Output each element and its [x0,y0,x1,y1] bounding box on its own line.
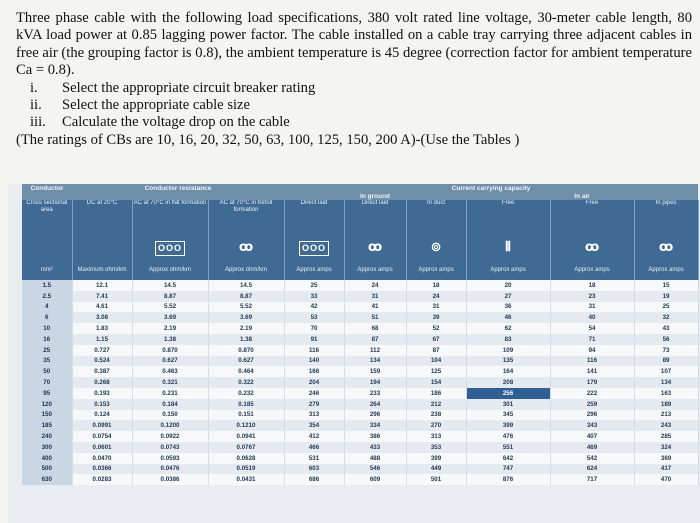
table-cell: 12.1 [72,280,132,291]
table-row [22,431,698,442]
table-cell: 243 [634,420,698,431]
table-cell: 4.61 [72,302,132,313]
table-cell: 0.0601 [72,442,132,453]
table-cell: 345 [466,410,550,421]
task-item [16,80,692,97]
table-cell: 0.231 [132,388,208,399]
table-cell: 1.15 [72,334,132,345]
table-cell: 259 [550,399,634,410]
unit-header: Maximum ohm/km [72,260,132,280]
table-cell: 0.0754 [72,431,132,442]
table-cell: 18 [406,280,466,291]
task-number: i. [30,79,38,96]
location-header-row [22,192,698,200]
table-cell: 296 [344,410,406,421]
table-cell: 107 [634,366,698,377]
table-cell: 35 [22,356,72,367]
table-cell: 8.87 [208,291,284,302]
table-cell: 25 [634,302,698,313]
table-cell: 0.0743 [132,442,208,453]
table-cell: 19 [634,291,698,302]
table-cell: 204 [284,377,344,388]
group-header-row [22,184,698,192]
table-row [22,442,698,453]
table-cell: 36 [466,302,550,313]
table-cell: 264 [344,399,406,410]
table-row [22,410,698,421]
table-cell: 5.52 [208,302,284,313]
table-cell: 256 [466,388,550,399]
table-cell: 0.0922 [132,431,208,442]
table-cell: 0.0476 [132,464,208,475]
table-row [22,474,698,485]
table-cell: 70 [22,377,72,388]
table-cell: 0.0366 [72,464,132,475]
current-group-header: Current carrying capacity [284,184,698,192]
table-cell: 185 [22,420,72,431]
table-cell: 717 [550,474,634,485]
table-cell: 116 [550,356,634,367]
table-cell: 238 [406,410,466,421]
table-cell: 233 [344,388,406,399]
direct-laid-flat-icon: OOO [299,241,329,256]
table-cell: 1.83 [72,323,132,334]
flat-formation-icon: OOO [155,241,185,256]
table-cell: 109 [466,345,550,356]
table-row [22,312,698,323]
table-cell: 466 [284,442,344,453]
table-cell: 50 [22,366,72,377]
icon-cell [344,234,406,260]
table-cell: 87 [344,334,406,345]
column-header: Free [550,200,634,234]
task-number: iii. [30,114,46,131]
table-cell: 1.5 [22,280,72,291]
table-cell: 0.870 [208,345,284,356]
table-cell: 212 [406,399,466,410]
column-header: AC at 70°C in trefoil formation [208,200,284,234]
table-cell: 470 [634,474,698,485]
table-cell: 163 [634,388,698,399]
table-cell: 0.185 [208,399,284,410]
table-cell: 0.387 [72,366,132,377]
table-cell: 208 [466,377,550,388]
column-header: In duct [406,200,466,234]
table-cell: 0.0283 [72,474,132,485]
table-cell: 0.0941 [208,431,284,442]
table-cell: 0.1200 [132,420,208,431]
in-duct-icon: ⊚ [430,239,442,254]
table-cell: 630 [22,474,72,485]
table-row [22,366,698,377]
direct-laid-trefoil-icon: ꝏ [367,239,383,254]
table-row [22,302,698,313]
table-cell: 407 [550,431,634,442]
table-cell: 40 [550,312,634,323]
table-cell: 0.0593 [132,453,208,464]
table-body [22,280,698,485]
table-cell: 270 [406,420,466,431]
table-cell: 31 [550,302,634,313]
table-cell: 876 [466,474,550,485]
table-cell: 546 [344,464,406,475]
icon-cell [284,234,344,260]
unit-header: Approx amps [634,260,698,280]
table-cell: 279 [284,399,344,410]
table-cell: 141 [550,366,634,377]
table-row [22,388,698,399]
in-ground-header: In ground [284,192,466,200]
table-cell: 1.38 [208,334,284,345]
table-cell: 0.0767 [208,442,284,453]
table-cell: 0.0470 [72,453,132,464]
unit-header: Approx amps [344,260,406,280]
table-cell: 433 [344,442,406,453]
table-row [22,345,698,356]
icon-cell [22,234,72,260]
table-row [22,464,698,475]
table-cell: 18 [550,280,634,291]
table-cell: 154 [406,377,466,388]
table-cell: 10 [22,323,72,334]
table-cell: 62 [466,323,550,334]
table-cell: 0.0386 [132,474,208,485]
table-cell: 104 [406,356,466,367]
table-cell: 0.232 [208,388,284,399]
table-cell: 301 [466,399,550,410]
table-cell: 15 [634,280,698,291]
table-cell: 369 [634,453,698,464]
table-cell: 150 [22,410,72,421]
column-header: Direct laid [284,200,344,234]
table-cell: 134 [344,356,406,367]
table-cell: 189 [634,399,698,410]
task-list [16,80,692,132]
table-cell: 89 [634,356,698,367]
table-cell: 164 [466,366,550,377]
table-cell: 3.69 [208,312,284,323]
table-cell: 194 [344,377,406,388]
table-cell: 0.0991 [72,420,132,431]
table-cell: 8.87 [132,291,208,302]
table-row [22,356,698,367]
table-cell: 20 [466,280,550,291]
table-cell: 6 [22,312,72,323]
table-cell: 747 [466,464,550,475]
table-cell: 0.1210 [208,420,284,431]
table-cell: 0.0431 [208,474,284,485]
table-cell: 400 [22,453,72,464]
problem-statement [16,10,692,149]
table-cell: 313 [406,431,466,442]
icon-cell [72,234,132,260]
table-cell: 240 [22,431,72,442]
table-cell: 39 [406,312,466,323]
table-cell: 542 [550,453,634,464]
table-cell: 0.124 [72,410,132,421]
table-row [22,377,698,388]
table-cell: 0.524 [72,356,132,367]
table-cell: 0.150 [132,410,208,421]
table-cell: 52 [406,323,466,334]
table-row [22,334,698,345]
table-row [22,453,698,464]
table-cell: 14.5 [208,280,284,291]
table-cell: 686 [284,474,344,485]
unit-header: Approx amps [406,260,466,280]
in-pipes-icon: ꝏ [658,239,674,254]
table-cell: 46 [466,312,550,323]
unit-header: mm² [22,260,72,280]
table-cell: 417 [634,464,698,475]
task-number: ii. [30,97,42,114]
table-cell: 87 [406,345,466,356]
table-cell: 285 [634,431,698,442]
table-cell: 2.19 [208,323,284,334]
table-row [22,323,698,334]
unit-header: Approx amps [284,260,344,280]
trefoil-formation-icon: ꝏ [238,239,254,254]
table-cell: 246 [284,388,344,399]
table-cell: 41 [344,302,406,313]
conductor-group-header: Conductor [22,184,72,192]
table-cell: 0.151 [208,410,284,421]
table-cell: 3.69 [132,312,208,323]
table-cell: 609 [344,474,406,485]
resistance-group-header: Conductor resistance [72,184,284,192]
table-cell: 2.19 [132,323,208,334]
icon-cell [466,234,550,260]
table-cell: 42 [284,302,344,313]
unit-header: Approx amps [466,260,550,280]
table-row [22,291,698,302]
table-cell: 222 [550,388,634,399]
table-cell: 186 [406,388,466,399]
task-item [16,114,692,131]
table-cell: 313 [284,410,344,421]
column-header: Free [466,200,550,234]
icon-cell [132,234,208,260]
table-cell: 7.41 [72,291,132,302]
table-cell: 95 [22,388,72,399]
table-cell: 31 [344,291,406,302]
table-cell: 603 [284,464,344,475]
cable-table-photo [8,184,700,523]
unit-header: Approx ohm/km [208,260,284,280]
table-cell: 14.5 [132,280,208,291]
table-cell: 23 [550,291,634,302]
table-row [22,420,698,431]
table-cell: 551 [466,442,550,453]
column-header: DC at 20°C [72,200,132,234]
table-cell: 531 [284,453,344,464]
table-cell: 67 [406,334,466,345]
table-cell: 91 [284,334,344,345]
table-row [22,399,698,410]
formation-icon-row [22,234,698,260]
cable-data-table [22,184,699,485]
table-cell: 642 [466,453,550,464]
table-cell: 134 [634,377,698,388]
column-header: Cross sectional area [22,200,72,234]
table-cell: 0.727 [72,345,132,356]
in-air-header: In air [466,192,698,200]
icon-cell [406,234,466,260]
icon-cell [208,234,284,260]
table-cell: 125 [406,366,466,377]
table-cell: 334 [344,420,406,431]
table-cell: 51 [344,312,406,323]
table-cell: 399 [466,420,550,431]
table-cell: 83 [466,334,550,345]
table-cell: 501 [406,474,466,485]
table-cell: 0.153 [72,399,132,410]
table-cell: 159 [344,366,406,377]
table-cell: 0.627 [132,356,208,367]
table-cell: 140 [284,356,344,367]
table-cell: 0.0628 [208,453,284,464]
problem-paragraph: Three phase cable with the following load specifications, 380 volt rated line voltage, 30-meter cable length, 80 kVA load power at 0.85 lagging power factor. The cable installed on a cable tray carrying three adjacent cables in free air (the grouping factor is 0.8), the ambient temperature is 45 degree (correction factor for ambient temperature Ca = 0.8). [16,10,692,79]
table-cell: 166 [284,366,344,377]
table-cell: 54 [550,323,634,334]
column-header: AC at 70°C in flat formation [132,200,208,234]
table-cell: 324 [634,442,698,453]
table-row [22,280,698,291]
table-cell: 71 [550,334,634,345]
icon-cell [634,234,698,260]
table-cell: 31 [406,302,466,313]
table-cell: 16 [22,334,72,345]
table-cell: 0.321 [132,377,208,388]
free-flat-icon: ⦀ [505,239,511,254]
table-cell: 488 [344,453,406,464]
task-item [16,97,692,114]
table-cell: 68 [344,323,406,334]
unit-header-row [22,260,698,280]
table-cell: 24 [406,291,466,302]
table-cell: 70 [284,323,344,334]
table-cell: 300 [22,442,72,453]
column-header-row [22,200,698,234]
table-cell: 53 [284,312,344,323]
table-cell: 0.322 [208,377,284,388]
table-cell: 3.08 [72,312,132,323]
table-cell: 112 [344,345,406,356]
table-cell: 353 [406,442,466,453]
column-header: Direct laid [344,200,406,234]
table-cell: 116 [284,345,344,356]
table-cell: 0.184 [132,399,208,410]
table-cell: 2.5 [22,291,72,302]
table-cell: 179 [550,377,634,388]
task-text: Select the appropriate cable size [62,97,251,114]
task-text: Calculate the voltage drop on the cable [62,114,290,131]
column-header: In pipes [634,200,698,234]
table-cell: 5.52 [132,302,208,313]
table-cell: 469 [550,442,634,453]
table-cell: 476 [466,431,550,442]
table-cell: 25 [22,345,72,356]
table-cell: 135 [466,356,550,367]
table-cell: 0.463 [132,366,208,377]
table-cell: 0.193 [72,388,132,399]
table-cell: 296 [550,410,634,421]
table-cell: 4 [22,302,72,313]
table-cell: 120 [22,399,72,410]
table-cell: 0.0519 [208,464,284,475]
table-cell: 399 [406,453,466,464]
table-cell: 56 [634,334,698,345]
table-cell: 500 [22,464,72,475]
table-cell: 94 [550,345,634,356]
table-cell: 0.627 [208,356,284,367]
table-cell: 449 [406,464,466,475]
table-cell: 0.268 [72,377,132,388]
table-cell: 0.870 [132,345,208,356]
table-cell: 213 [634,410,698,421]
free-trefoil-icon: ꝏ [584,239,600,254]
table-cell: 27 [466,291,550,302]
table-cell: 354 [284,420,344,431]
table-cell: 386 [344,431,406,442]
table-cell: 1.38 [132,334,208,345]
table-cell: 24 [344,280,406,291]
table-cell: 32 [634,312,698,323]
unit-header: Approx ohm/km [132,260,208,280]
table-cell: 343 [550,420,634,431]
table-cell: 25 [284,280,344,291]
cb-ratings-note: (The ratings of CBs are 10, 16, 20, 32, 50, 63, 100, 125, 150, 200 A)-(Use the Tables ) [16,131,520,148]
unit-header: Approx amps [550,260,634,280]
table-cell: 412 [284,431,344,442]
table-cell: 43 [634,323,698,334]
table-cell: 33 [284,291,344,302]
task-text: Select the appropriate circuit breaker rating [62,79,316,96]
icon-cell [550,234,634,260]
table-cell: 73 [634,345,698,356]
table-cell: 0.464 [208,366,284,377]
table-cell: 624 [550,464,634,475]
